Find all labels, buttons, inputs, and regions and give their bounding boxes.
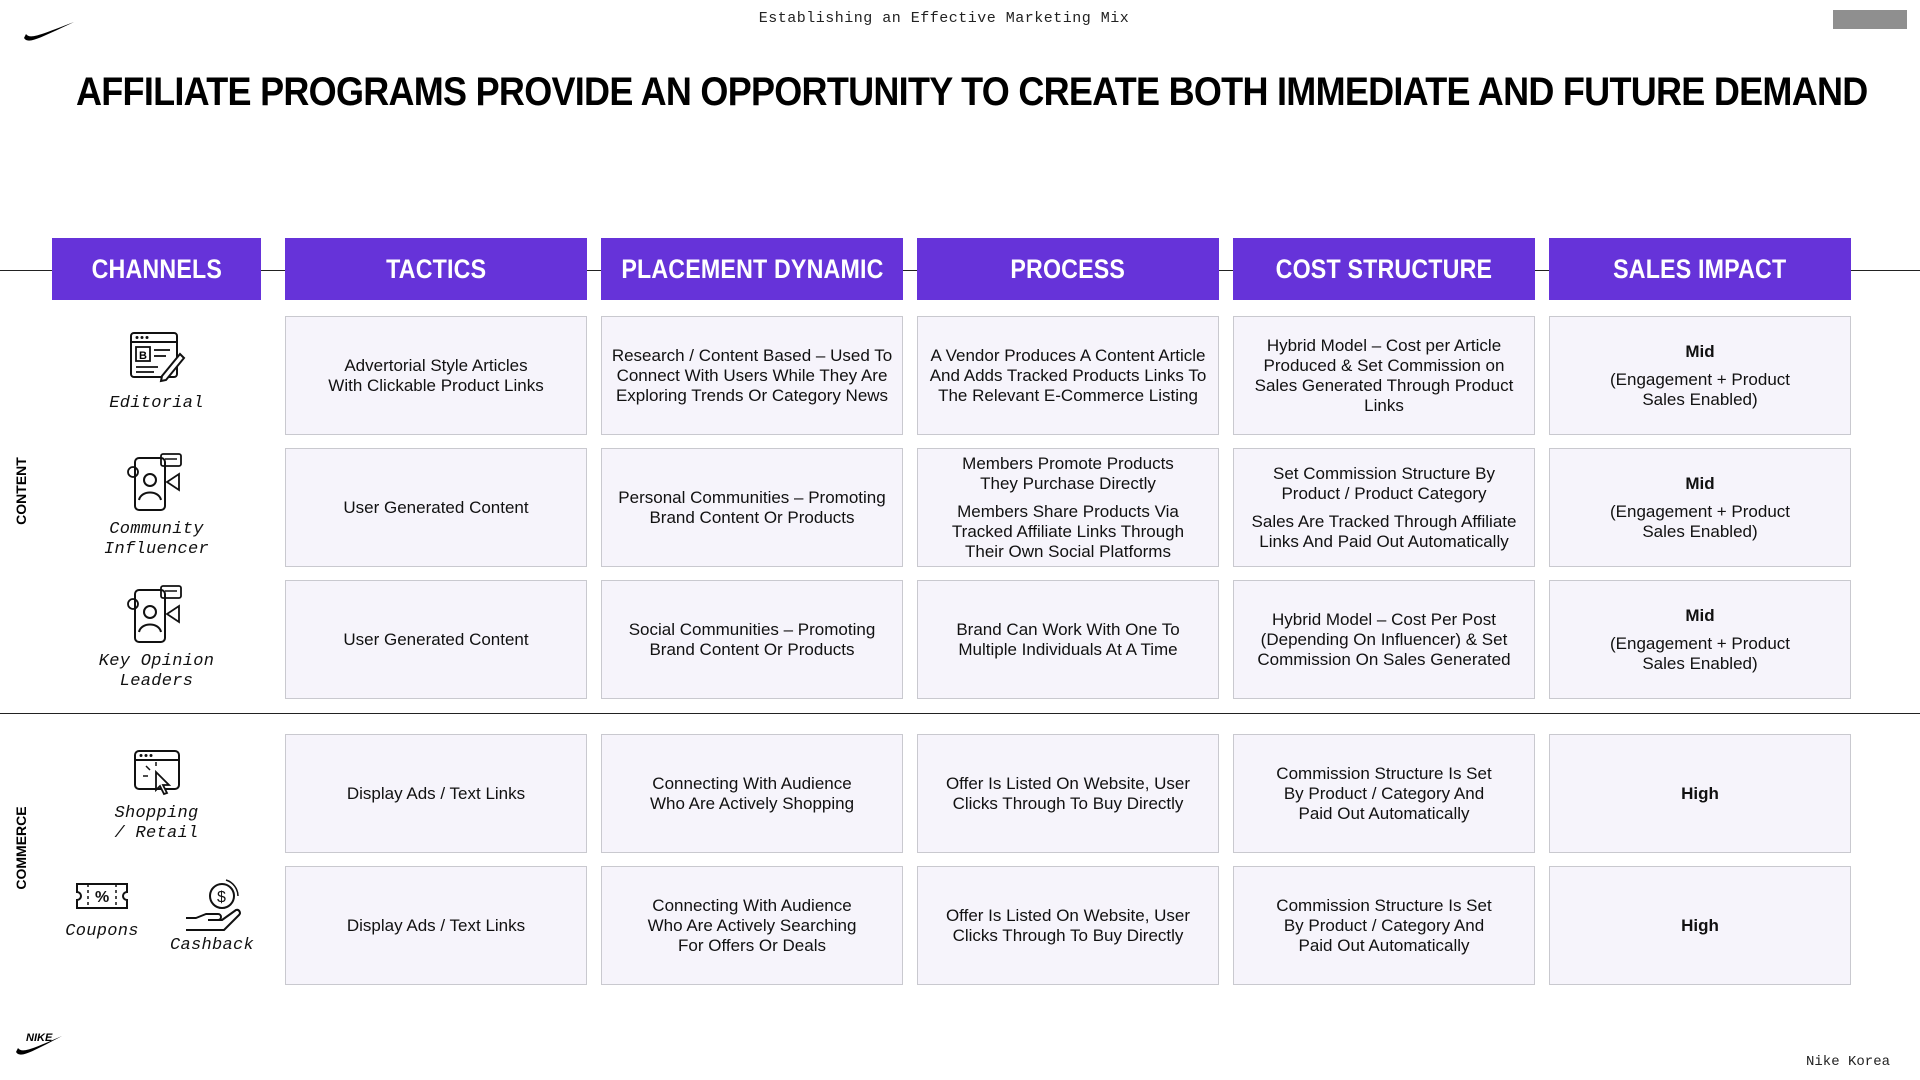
page-headline: AFFILIATE PROGRAMS PROVIDE AN OPPORTUNITY TO CREATE BOTH IMMEDIATE AND FUTURE DEMAND [76, 70, 1868, 114]
influencer-phone-icon [127, 452, 187, 512]
cost-cell: Commission Structure Is Set By Product / Category And Paid Out Automatically [1233, 866, 1535, 985]
cost-cell: Set Commission Structure By Product / Product Category Sales Are Tracked Through Affiliate Links And Paid Out Automatically [1233, 448, 1535, 567]
cost-cell: Commission Structure Is Set By Product / Category And Paid Out Automatically [1233, 734, 1535, 853]
svg-text:NIKE: NIKE [26, 1032, 53, 1044]
placement-cell: Social Communities – Promoting Brand Content Or Products [601, 580, 903, 699]
process-cell: Offer Is Listed On Website, User Clicks Through To Buy Directly [917, 866, 1219, 985]
channel-label: Key Opinion Leaders [98, 652, 215, 691]
channel-label: Coupons [65, 922, 139, 941]
kol-phone-icon [127, 584, 187, 644]
channel-label: Shopping / Retail [114, 804, 199, 843]
section-label-commerce: COMMERCE [13, 806, 29, 890]
column-header-sales-impact: SALES IMPACT [1549, 238, 1851, 300]
placement-cell: Connecting With Audience Who Are Actively Searching For Offers Or Deals [601, 866, 903, 985]
channel-label: Cashback [169, 936, 254, 955]
svg-text:B: B [138, 350, 147, 362]
channel-coupons [52, 876, 152, 942]
footer-brand: Nike Korea [1805, 1054, 1890, 1070]
channel-shopping-retail [52, 748, 261, 844]
tactic-cell: Advertorial Style Articles With Clickable Product Links [285, 316, 587, 435]
channel-editorial [52, 330, 261, 414]
cost-cell: Hybrid Model – Cost Per Post (Depending On Influencer) & Set Commission On Sales Generated [1233, 580, 1535, 699]
channel-cashback [162, 876, 262, 956]
tactic-cell: Display Ads / Text Links [285, 866, 587, 985]
process-cell: Brand Can Work With One To Multiple Individuals At A Time [917, 580, 1219, 699]
cost-cell: Hybrid Model – Cost per Article Produced & Set Commission on Sales Generated Through Product Links [1233, 316, 1535, 435]
placement-cell: Research / Content Based – Used To Connect With Users While They Are Exploring Trends Or Category News [601, 316, 903, 435]
column-header-channels: CHANNELS [52, 238, 261, 300]
column-header-tactics: TACTICS [285, 238, 587, 300]
sales-impact-cell: High [1549, 734, 1851, 853]
sales-impact-cell: Mid (Engagement + Product Sales Enabled) [1549, 580, 1851, 699]
coupon-icon [74, 876, 130, 916]
channel-label: Community Influencer [103, 520, 210, 559]
channel-key-opinion-leaders [52, 584, 261, 692]
column-header-cost: COST STRUCTURE [1233, 238, 1535, 300]
column-header-placement: PLACEMENT DYNAMIC [601, 238, 903, 300]
svg-text:$: $ [217, 889, 226, 906]
editorial-blog-icon [128, 330, 186, 384]
process-cell: A Vendor Produces A Content Article And Adds Tracked Products Links To The Relevant E-Commerce Listing [917, 316, 1219, 435]
process-cell: Members Promote Products They Purchase Directly Members Share Products Via Tracked Affiliate Links Through Their Own Social Platforms [917, 448, 1219, 567]
section-divider [0, 713, 1920, 714]
cashback-hand-icon [182, 876, 242, 938]
shopping-click-icon [132, 748, 182, 796]
deck-title: Establishing an Effective Marketing Mix [758, 10, 1130, 27]
tactic-cell: User Generated Content [285, 448, 587, 567]
nike-logo-icon [14, 1028, 64, 1058]
page-tab-marker [1833, 10, 1907, 29]
sales-impact-cell: High [1549, 866, 1851, 985]
process-cell: Offer Is Listed On Website, User Clicks Through To Buy Directly [917, 734, 1219, 853]
placement-cell: Connecting With Audience Who Are Actively Shopping [601, 734, 903, 853]
channel-community-influencer [52, 452, 261, 560]
tactic-cell: Display Ads / Text Links [285, 734, 587, 853]
svg-text:%: % [95, 889, 110, 906]
tactic-cell: User Generated Content [285, 580, 587, 699]
sales-impact-cell: Mid (Engagement + Product Sales Enabled) [1549, 316, 1851, 435]
placement-cell: Personal Communities – Promoting Brand Content Or Products [601, 448, 903, 567]
channel-label: Editorial [109, 394, 204, 413]
column-header-process: PROCESS [917, 238, 1219, 300]
sales-impact-cell: Mid (Engagement + Product Sales Enabled) [1549, 448, 1851, 567]
section-label-content: CONTENT [13, 457, 29, 525]
